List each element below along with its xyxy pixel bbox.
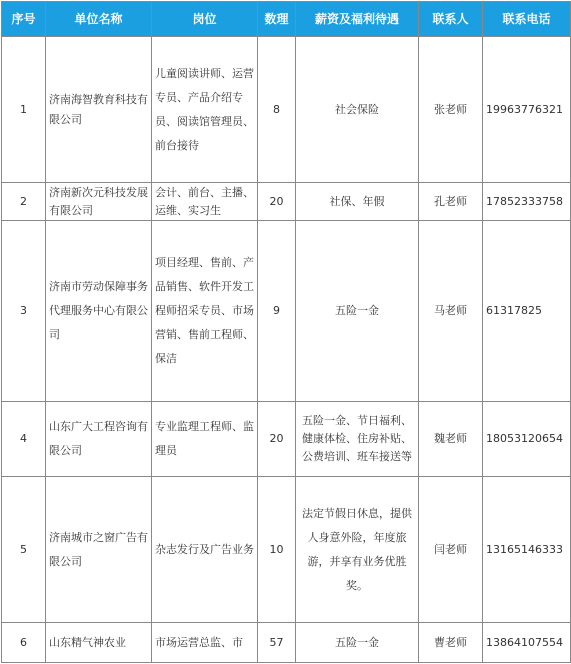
- row-count: 8: [258, 37, 296, 183]
- row-count: 9: [258, 221, 296, 402]
- row-phone: 18053120654: [483, 402, 571, 477]
- recruitment-table: [1, 1, 571, 663]
- row-position: 专业监理工程师、监理员: [152, 402, 258, 477]
- row-phone: 61317825: [483, 221, 571, 402]
- row-benefits: 五险一金: [296, 221, 419, 402]
- row-phone: 17852333758: [483, 183, 571, 221]
- header-contact: 联系人: [419, 2, 483, 37]
- row-no: 1: [2, 37, 46, 183]
- table-row: [2, 477, 571, 623]
- row-contact: 张老师: [419, 37, 483, 183]
- row-position: 儿童阅读讲师、运营专员、产品介绍专员、阅读馆管理员、前台接待: [152, 37, 258, 183]
- row-no: 6: [2, 623, 46, 663]
- row-benefits: 五险一金: [296, 623, 419, 663]
- row-position: 会计、前台、主播、运维、实习生: [152, 183, 258, 221]
- table-row: [2, 183, 571, 221]
- row-count: 20: [258, 183, 296, 221]
- row-company: 山东精气神农业: [46, 623, 152, 663]
- row-benefits: 社保、年假: [296, 183, 419, 221]
- row-count: 10: [258, 477, 296, 623]
- row-phone: 13165146333: [483, 477, 571, 623]
- row-company: 济南市劳动保障事务代理服务中心有限公司: [46, 221, 152, 402]
- table-row: [2, 37, 571, 183]
- row-no: 5: [2, 477, 46, 623]
- row-company: 山东广大工程咨询有限公司: [46, 402, 152, 477]
- row-contact: 孔老师: [419, 183, 483, 221]
- header-no: 序号: [2, 2, 46, 37]
- row-no: 4: [2, 402, 46, 477]
- row-benefits: 法定节假日休息，提供人身意外险，年度旅游，并享有业务优胜奖。: [296, 477, 419, 623]
- row-benefits: 社会保险: [296, 37, 419, 183]
- table-row: [2, 623, 571, 663]
- header-company: 单位名称: [46, 2, 152, 37]
- header-phone: 联系电话: [483, 2, 571, 37]
- row-contact: 闫老师: [419, 477, 483, 623]
- row-contact: 魏老师: [419, 402, 483, 477]
- row-no: 2: [2, 183, 46, 221]
- row-contact: 马老师: [419, 221, 483, 402]
- header-count: 数理: [258, 2, 296, 37]
- header-position: 岗位: [152, 2, 258, 37]
- table-row: [2, 221, 571, 402]
- row-company: 济南新次元科技发展有限公司: [46, 183, 152, 221]
- row-phone: 19963776321: [483, 37, 571, 183]
- header-benefits: 薪资及福利待遇: [296, 2, 419, 37]
- row-contact: 曹老师: [419, 623, 483, 663]
- row-no: 3: [2, 221, 46, 402]
- row-phone: 13864107554: [483, 623, 571, 663]
- table-header-row: [2, 2, 571, 37]
- row-benefits: 五险一金、节日福利、健康体检、住房补贴、公费培训、班车接送等: [296, 402, 419, 477]
- row-count: 20: [258, 402, 296, 477]
- row-position: 市场运营总监、市: [152, 623, 258, 663]
- row-position: 杂志发行及广告业务: [152, 477, 258, 623]
- table-row: [2, 402, 571, 477]
- row-company: 济南城市之窗广告有限公司: [46, 477, 152, 623]
- row-company: 济南海智教育科技有限公司: [46, 37, 152, 183]
- row-position: 项目经理、售前、产品销售、软件开发工程师招采专员、市场营销、售前工程师、保洁: [152, 221, 258, 402]
- row-count: 57: [258, 623, 296, 663]
